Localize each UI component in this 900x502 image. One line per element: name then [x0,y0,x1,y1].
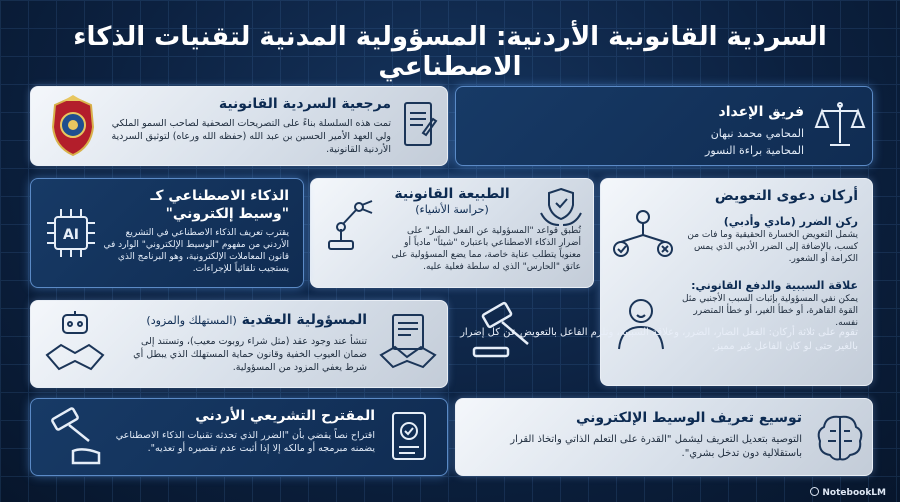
ai-agent-body: يقترب تعريف الذكاء الاصطناعي في التشريع الأردني من مفهوم "الوسيط الإلكتروني" الوارد في قانون المعاملات الإلكترونية، وهو البرنامج الذي يستجيب تلقائياً للإجراءات. [103,228,289,274]
prep-team-member-1: المحامي محمد نبهان [710,127,804,140]
claim-network-icon [611,209,675,271]
notebooklm-logo-icon [810,487,819,496]
notebooklm-brand [810,487,886,498]
ai-agent-heading-2: "وسيط إلكتروني" [165,206,289,222]
expand-definition-heading: توسيع تعريف الوسيط الإلكتروني [576,410,802,426]
reference-heading: مرجعية السردية القانونية [218,96,391,112]
contractual-heading-text: المسؤولية العقدية [241,312,367,328]
card-expand-definition [455,398,873,476]
card-claim-pillars [600,178,873,386]
prep-team-heading: فريق الإعداد [718,104,804,120]
notebooklm-brand-text: NotebookLM [822,488,886,498]
legal-nature-body: تُطبق قواعد "المسؤولية عن الفعل الضار" على أضرار الذكاء الاصطناعي باعتباره "شيئاً" مادياً أو معنوياً يتطلب عناية خاصة، مما يضع المسؤولية على عاتق "الحارس" الذي له سلطة فعلية عليه. [391,226,581,272]
shield-hands-icon [537,185,585,229]
claim-pillars-summary: تقوم على ثلاثة أركان: الفعل الضار، الضرر، وعلاقة السببية، وتلزم الفاعل بالتعويض عن كل إضرار بالغير حتى لو كان الفاعل غير مميز. [460,327,858,352]
contract-handshake-icon [377,311,439,373]
brain-circuit-icon [812,409,868,465]
robot-handshake-icon [43,311,107,375]
damage-title: ركن الضرر (مادي وأدبي) [723,215,858,228]
legal-nature-subheading: (حراسة الأشياء) [415,203,489,216]
scroll-icon [399,99,439,151]
legal-nature-heading: الطبيعة القانونية [394,186,510,202]
contractual-body: تنشأ عند وجود عقد (مثل شراء روبوت معيب)، وتستند إلى ضمان العيوب الخفية وقانون حماية المستهلك الذي يبطل أي شرط يعفي المزود من المسؤولية. [133,336,367,373]
expand-definition-body: التوصية بتعديل التعريف ليشمل "القدرة على التعلم الذاتي واتخاذ القرار باستقلالية دون تدخل بشري". [510,434,802,459]
proposal-heading: المقترح التشريعي الأردني [195,408,375,424]
causation-title: علاقة السببية والدفع القانوني: [691,279,858,292]
gavel-icon [470,300,540,360]
ai-chip-label: AI [62,227,80,243]
claim-pillars-heading: أركان دعوى التعويض [714,188,858,204]
reference-body: تمت هذه السلسلة بناءً على التصريحات الصحفية لصاحب السمو الملكي ولي العهد الأمير الحسين بن عبد الله (حفظه الله ورعاه) لتوثيق السردية الأردنية القانونية. [111,118,391,155]
contractual-heading [115,311,367,329]
proposal-body: اقتراح نصاً يقضي بأن "الضرر الذي تحدثه تقنيات الذكاء الاصطناعي يضمنه مبرمجه أو مالكه إلا إذا أثبت عدم تقصيره أو تعديه". [115,430,375,454]
document-check-icon [389,409,433,465]
damage-body: يشمل التعويض الخسارة الحقيقية وما فات من كسب، بالإضافة إلى الضرر الأدبي الذي يمس الكرامة أو الشعور. [687,230,858,264]
scales-icon [814,99,866,151]
contractual-subheading: (المستهلك والمزود) [146,314,237,327]
card-ai-agent [30,178,304,288]
causation-body: يمكن نفي المسؤولية بإثبات السبب الأجنبي مثل القوة القاهرة، أو خطأ الغير، أو خطأ المتضرر نفسه. [682,294,858,328]
jordan-emblem-icon [45,93,101,159]
page-title: السردية القانونية الأردنية: المسؤولية المدنية لتقنيات الذكاء الاصطناعي [73,22,827,82]
card-legal-nature [310,178,594,288]
card-prep-team [455,86,873,166]
ai-chip-icon [41,203,101,263]
card-contractual [30,300,448,388]
robot-arm-icon [319,189,383,253]
card-proposal [30,398,448,476]
card-reference [30,86,448,166]
ai-agent-heading-1: الذكاء الاصطناعي كـ [150,188,289,204]
prep-team-member-2: المحامية براءة النسور [705,144,804,157]
gavel-hand-icon [43,407,105,467]
